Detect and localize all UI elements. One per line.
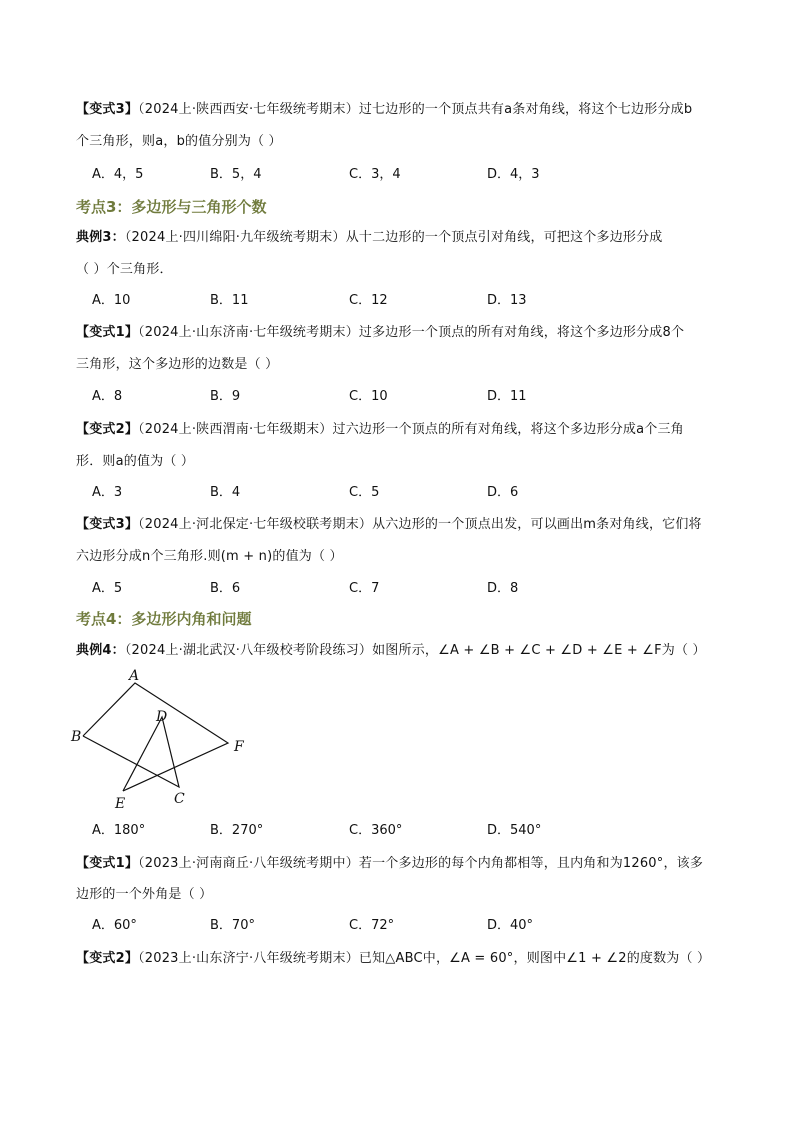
option-c: C．10 bbox=[349, 389, 388, 404]
option-row bbox=[92, 292, 652, 310]
question-line bbox=[76, 229, 663, 247]
question-line-2: （ ）个三角形． bbox=[76, 262, 173, 277]
question-text: （2024上·河北保定·七年级校联考期末）从六边形的一个顶点出发，可以画出m条对角线，它们将 bbox=[138, 517, 702, 532]
option-d: D．6 bbox=[487, 485, 519, 500]
option-d: D．13 bbox=[487, 293, 527, 308]
question-text: （2024上·湖北武汉·八年级校考阶段练习）如图所示，∠A + ∠B + ∠C + ∠D + ∠E + ∠F为（ ） bbox=[124, 643, 706, 658]
option-d: D．8 bbox=[487, 581, 519, 596]
option-c: C．360° bbox=[349, 823, 403, 838]
question-line bbox=[76, 950, 710, 968]
question-text: （2024上·山东济南·七年级统考期末）过多边形一个顶点的所有对角线，将这个多边形分成8个 bbox=[138, 325, 685, 340]
label-a: A bbox=[129, 668, 140, 684]
option-d: D．4，3 bbox=[487, 167, 540, 182]
option-d: D．11 bbox=[487, 389, 527, 404]
option-b: B．6 bbox=[210, 581, 241, 596]
question-line-2: 三角形，这个多边形的边数是（ ） bbox=[76, 357, 279, 372]
label-b: B bbox=[71, 729, 82, 745]
option-c: C．72° bbox=[349, 918, 395, 933]
option-row bbox=[92, 484, 652, 502]
question-text: （2023上·山东济宁·八年级统考期末）已知△ABC中，∠A = 60°，则图中∠1 + ∠2的度数为（ ） bbox=[138, 951, 711, 966]
option-c: C．3，4 bbox=[349, 167, 401, 182]
question-line-2: 个三角形，则a，b的值分别为（ ） bbox=[76, 134, 282, 149]
question-text: （2024上·陕西渭南·七年级期末）过六边形一个顶点的所有对角线，将这个多边形分成a个三角 bbox=[138, 422, 684, 437]
option-d: D．40° bbox=[487, 918, 534, 933]
option-d: D．540° bbox=[487, 823, 542, 838]
question-tag: 【变式1】 bbox=[76, 325, 139, 340]
option-row bbox=[92, 917, 652, 935]
question-line bbox=[76, 101, 692, 119]
option-a: A．180° bbox=[92, 823, 146, 838]
option-a: A．60° bbox=[92, 918, 137, 933]
option-row bbox=[92, 580, 652, 598]
question-text: （2024上·陕西西安·七年级统考期末）过七边形的一个顶点共有a条对角线，将这个七边形分成b bbox=[138, 102, 693, 117]
option-b: B．70° bbox=[210, 918, 255, 933]
question-line bbox=[76, 324, 684, 342]
option-a: A．10 bbox=[92, 293, 131, 308]
question-text: （2024上·四川绵阳·九年级统考期末）从十二边形的一个顶点引对角线，可把这个多边形分成 bbox=[124, 230, 663, 245]
label-d: D bbox=[156, 709, 168, 725]
option-b: B．9 bbox=[210, 389, 241, 404]
question-line bbox=[76, 855, 703, 873]
question-text: （2023上·河南商丘·八年级统考期中）若一个多边形的每个内角都相等，且内角和为1260°，该多 bbox=[138, 856, 704, 871]
option-b: B．5，4 bbox=[210, 167, 262, 182]
question-tag: 【变式1】 bbox=[76, 856, 139, 871]
question-tag: 典例4： bbox=[76, 643, 125, 658]
option-a: A．4，5 bbox=[92, 167, 144, 182]
question-tag: 【变式3】 bbox=[76, 517, 139, 532]
option-a: A．8 bbox=[92, 389, 123, 404]
question-line bbox=[76, 516, 702, 534]
label-f: F bbox=[234, 739, 244, 755]
geometry-figure bbox=[68, 664, 268, 814]
question-line-2: 六边形分成n个三角形.则(m + n)的值为（ ） bbox=[76, 549, 343, 564]
question-tag: 【变式3】 bbox=[76, 102, 139, 117]
option-a: A．3 bbox=[92, 485, 123, 500]
option-row bbox=[92, 388, 652, 406]
option-a: A．5 bbox=[92, 581, 123, 596]
question-line-2: 形．则a的值为（ ） bbox=[76, 454, 195, 469]
question-line bbox=[76, 421, 684, 439]
option-b: B．11 bbox=[210, 293, 249, 308]
option-row bbox=[92, 822, 652, 840]
question-tag: 【变式2】 bbox=[76, 422, 139, 437]
label-e: E bbox=[115, 796, 126, 812]
option-row bbox=[92, 166, 652, 184]
question-tag: 典例3： bbox=[76, 230, 125, 245]
section-heading: 考点4：多边形内角和问题 bbox=[76, 610, 252, 628]
question-line-2: 边形的一个外角是（ ） bbox=[76, 887, 213, 902]
option-c: C．12 bbox=[349, 293, 388, 308]
triangle-edc bbox=[83, 717, 179, 791]
option-b: B．270° bbox=[210, 823, 264, 838]
option-c: C．7 bbox=[349, 581, 380, 596]
option-c: C．5 bbox=[349, 485, 380, 500]
label-c: C bbox=[174, 791, 185, 807]
option-b: B．4 bbox=[210, 485, 241, 500]
question-line bbox=[76, 642, 706, 660]
section-heading: 考点3：多边形与三角形个数 bbox=[76, 198, 267, 216]
question-tag: 【变式2】 bbox=[76, 951, 139, 966]
